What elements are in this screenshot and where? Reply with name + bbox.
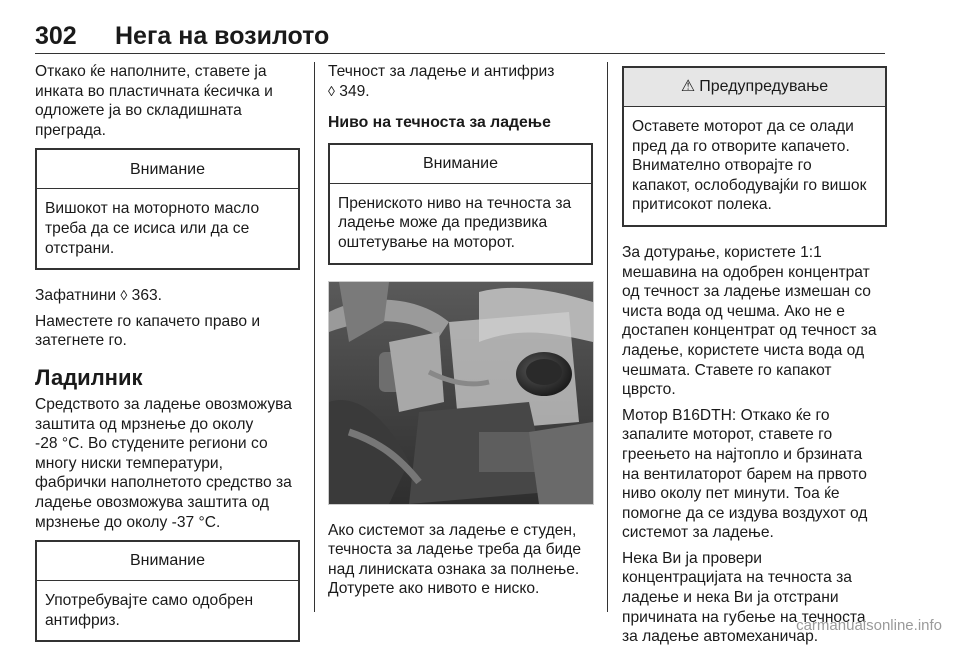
notice-text: Прениското ниво на течноста за ладење може да предизвика оштетување на моторот.: [338, 194, 572, 251]
warning-icon: ⚠: [680, 78, 696, 96]
column-left: [35, 62, 300, 658]
notice-text: Употребувајте само одобрен антифриз.: [45, 592, 254, 629]
subsection-heading: Ниво на течноста за ладење: [328, 114, 551, 132]
engine-bay-illustration: [329, 282, 593, 504]
coolant-paragraph: Средството за ладење овозможува заштита од мрзнење до околу -28 °C. Во студените региони со многу ниски температури, фабрички наполнетото средство за ладење овозможува заштита од мрзнење до околу -37 °C.: [35, 395, 292, 531]
notice-box: [35, 540, 300, 642]
cross-reference: Зафатнини ◊ 363.: [35, 287, 163, 305]
replace-paragraph: Наместете го капачето право и затегнете го.: [35, 312, 261, 350]
column-middle: [328, 62, 593, 605]
intro-paragraph: Откако ќе наполните, ставете ја инката во пластичната ќесичка и одложете ја во складишната преграда.: [35, 63, 273, 139]
topup-paragraph: За дотурање, користете 1:1 мешавина на одобрен концентрат од течност за ладење измешан со чиста вода од чешма. Ако не е достапен концентрат од течност за ладење, користете чиста вода од чешмата. Ставете го капакот цврсто.: [622, 243, 877, 399]
header-divider: [35, 53, 885, 54]
watermark: carmanualsonline.info: [796, 617, 942, 634]
check-paragraph: Нека Ви ја провери концентрацијата на течноста за ладење и нека Ви ја отстрани причината на губење на течноста за ладење автомеханичар.: [622, 549, 866, 646]
page-reference-icon: ◊: [328, 82, 335, 99]
column-divider: [607, 62, 608, 612]
notice-box: [35, 148, 300, 270]
page-link[interactable]: 349.: [339, 82, 370, 100]
warning-box: [622, 66, 887, 227]
page-number: 302: [35, 22, 77, 50]
level-paragraph: Ако системот за ладење е студен, течноста за ладење треба да биде над линиската ознака за полнење. Дотурете ако нивото е ниско.: [328, 521, 582, 598]
coolant-reservoir-photo: [328, 281, 594, 505]
notice-title: Внимание: [37, 542, 298, 581]
notice-title: Внимание: [37, 150, 298, 189]
column-divider: [314, 62, 315, 612]
page-reference-icon: ◊: [120, 287, 128, 304]
notice-text: Вишокот на моторното масло треба да се исиса или да се отстрани.: [45, 200, 260, 257]
column-right: [622, 62, 887, 653]
warning-title: ⚠ Предупредување: [624, 68, 885, 107]
notice-box: [328, 143, 593, 265]
section-heading: Ладилник: [35, 364, 143, 390]
page-link[interactable]: 363.: [131, 287, 163, 305]
page-title: Нега на возилото: [115, 22, 330, 50]
warning-text: Оставете моторот да се олади пред да го отворите капачето. Внимателно отворајте го капакот, ослободувајќи го вишок притисокот полека.: [632, 118, 867, 214]
cross-reference: Течност за ладење и антифриз ◊ 349.: [328, 63, 555, 100]
notice-title: Внимание: [330, 145, 591, 184]
engine-paragraph: Мотор B16DTH: Откако ќе го запалите моторот, ставете го греењето на најтопло и брзината на вентилаторот барем на првото ниво околу пет минути. Тоа ќе помогне да се издува воздухот од системот за ладење.: [622, 406, 868, 542]
page-header: [35, 22, 885, 54]
